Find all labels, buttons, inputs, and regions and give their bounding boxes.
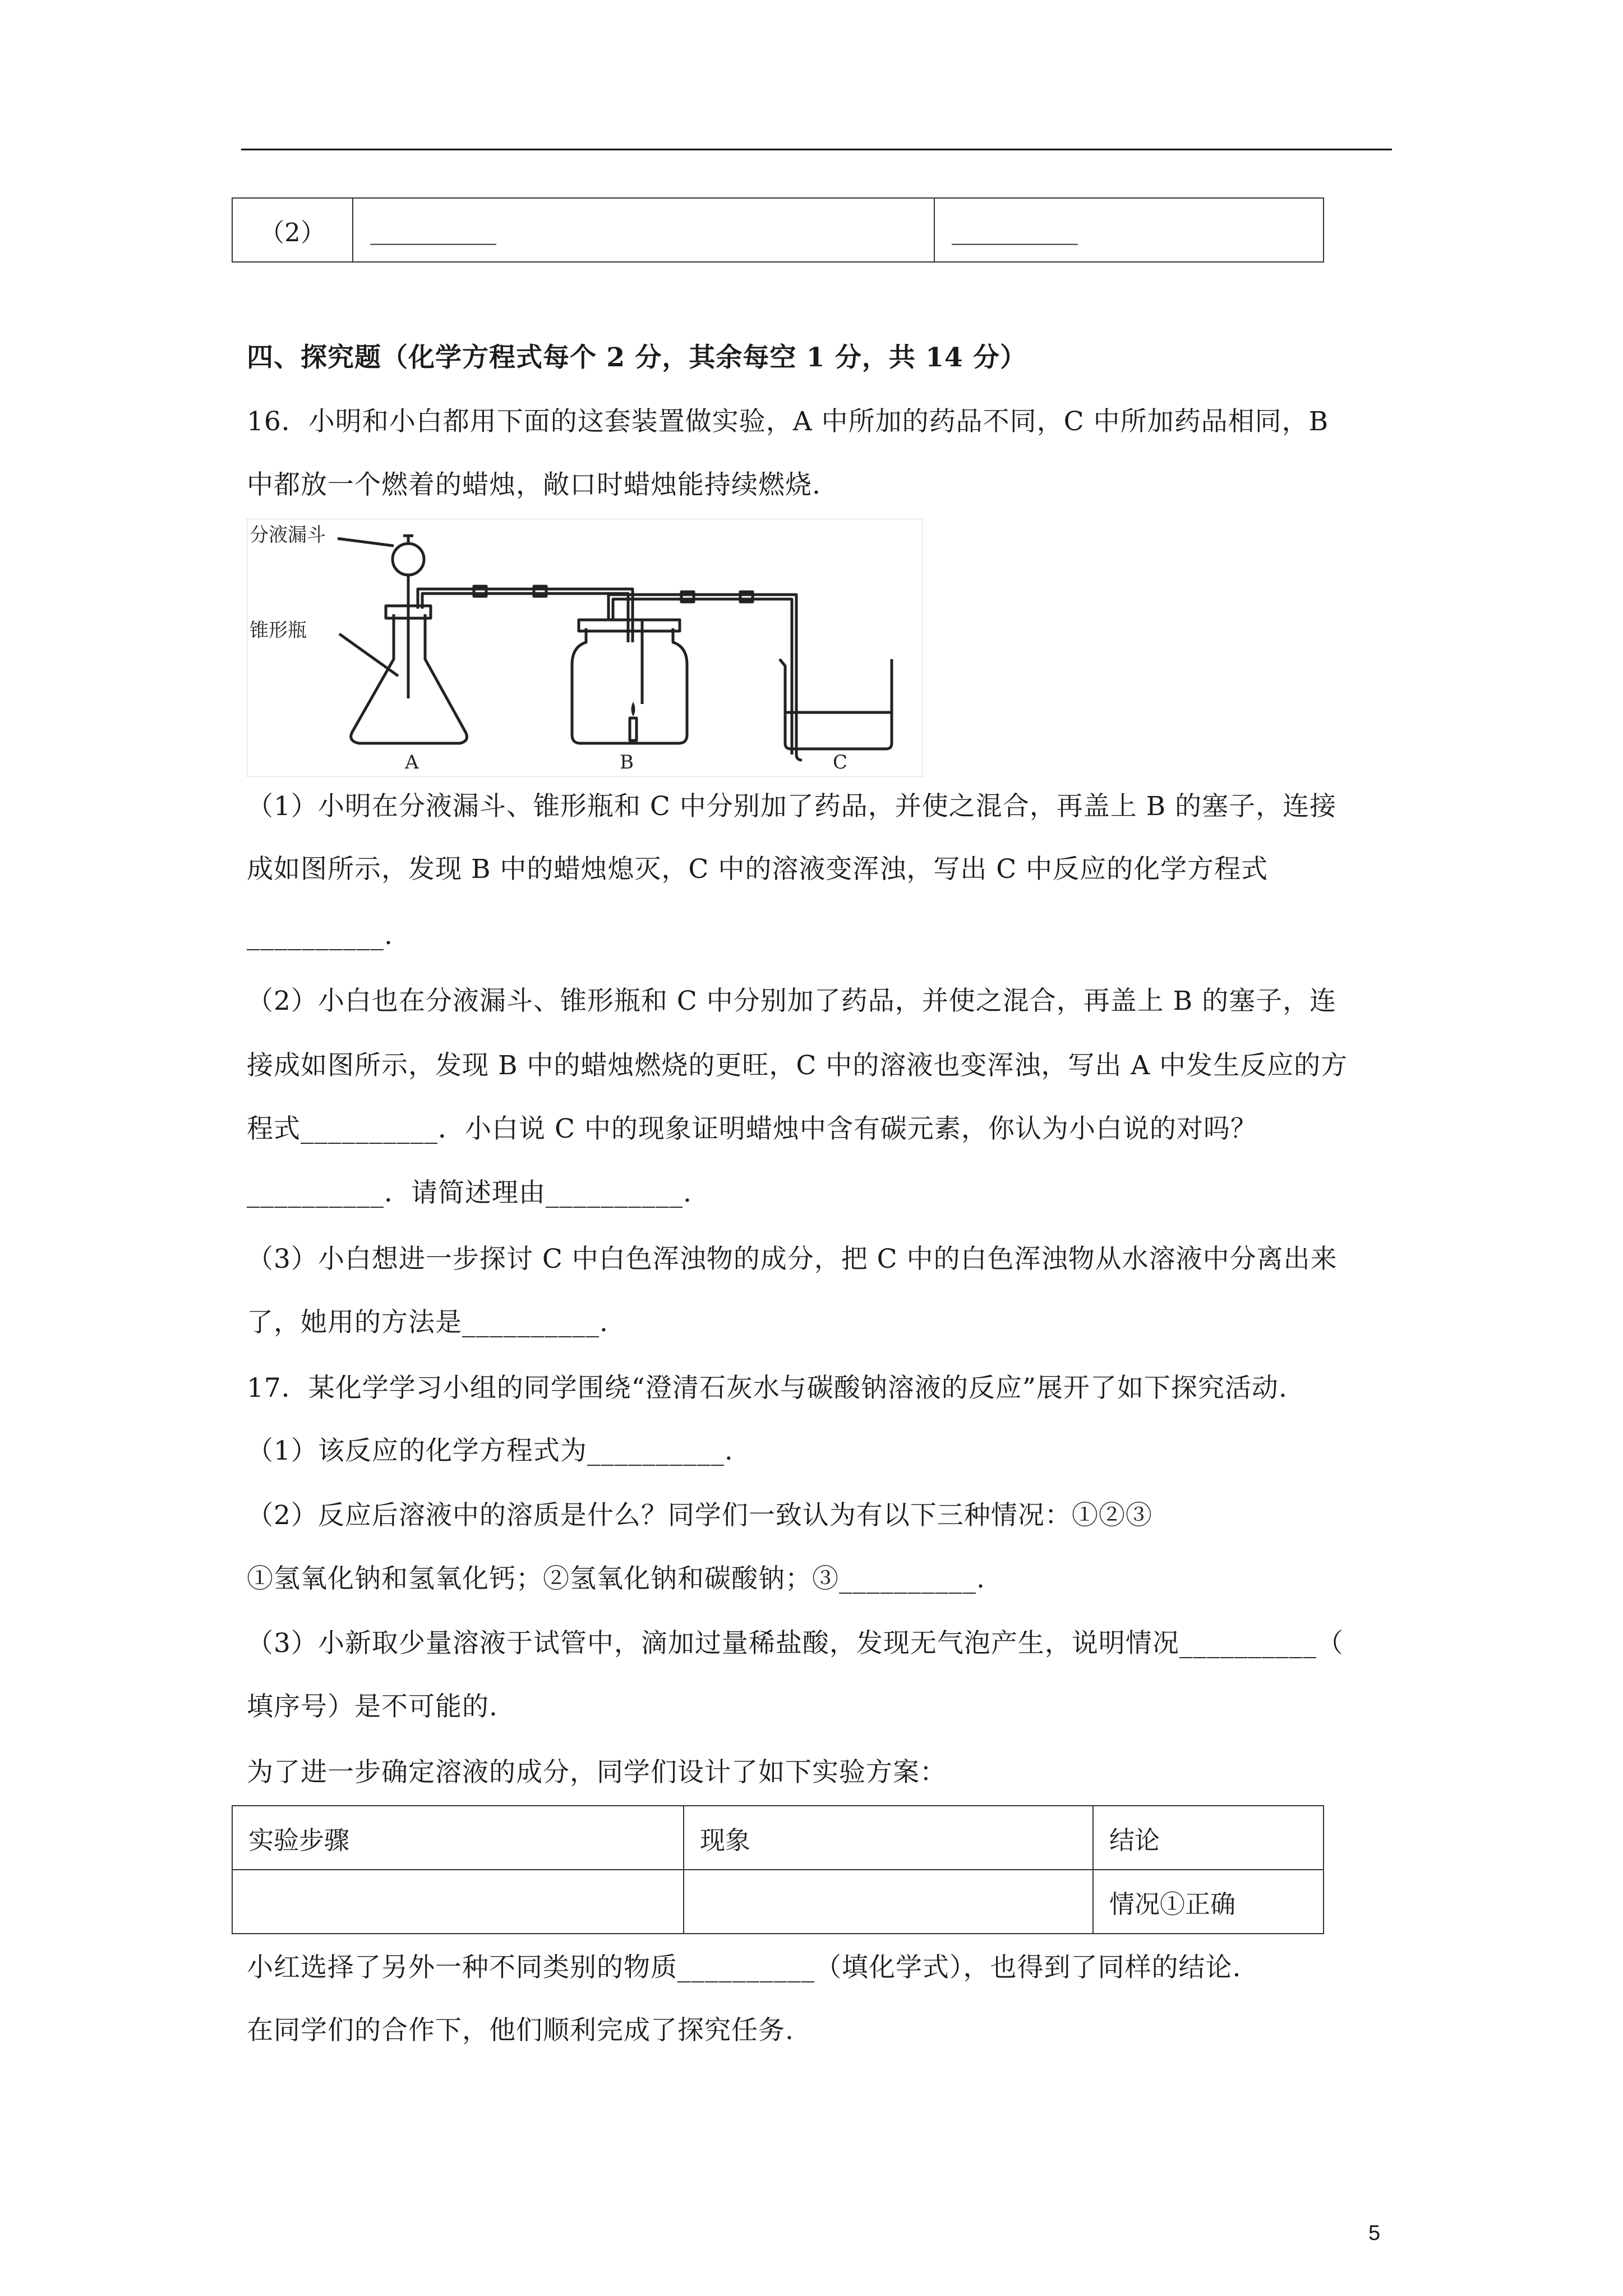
top-table-row-label: （2） (232, 198, 353, 262)
header-conclusion: 结论 (1093, 1806, 1324, 1870)
q17-after1: 小红选择了另外一种不同类别的物质__________（填化学式），也得到了同样的结论. (247, 1952, 1242, 1983)
q17-after2: 在同学们的合作下，他们顺利完成了探究任务. (247, 2015, 794, 2046)
q16-p1-line2: 成如图所示，发现 B 中的蜡烛熄灭，C 中的溶液变浑浊，写出 C 中反应的化学方程式 (247, 854, 1269, 885)
top-table-cell-2: __________ (934, 198, 1324, 262)
label-b: B (620, 751, 634, 774)
q16-p2-line3: 程式__________．小白说 C 中的现象证明蜡烛中含有碳元素，你认为小白说的对吗？ (247, 1114, 1257, 1144)
q16-p2-line4: __________．请简述理由__________. (247, 1177, 692, 1208)
q16-line1: 16．小明和小白都用下面的这套装置做实验，A 中所加的药品不同，C 中所加药品相同，B (247, 406, 1329, 437)
label-funnel: 分液漏斗 (250, 524, 326, 546)
label-c: C (833, 751, 848, 774)
header-steps: 实验步骤 (232, 1806, 684, 1870)
top-table-cell-1: __________ (353, 198, 934, 262)
q17-p2-line1: （2）反应后溶液中的溶质是什么？同学们一致认为有以下三种情况：①②③ (247, 1500, 1152, 1531)
q17-p1: （1）该反应的化学方程式为__________. (247, 1435, 734, 1466)
q16-p3-line2: 了，她用的方法是__________. (247, 1307, 608, 1338)
experiment-table (232, 1805, 1324, 1934)
q16-p2-line2: 接成如图所示，发现 B 中的蜡烛燃烧的更旺，C 中的溶液也变浑浊，写出 A 中发生反应的方 (247, 1050, 1348, 1081)
q16-p1-line3: __________. (247, 920, 393, 951)
top-table (232, 197, 1324, 263)
cell-conclusion: 情况①正确 (1093, 1870, 1324, 1934)
q16-p2-line1: （2）小白也在分液漏斗、锥形瓶和 C 中分别加了药品，并使之混合，再盖上 B 的塞子，连 (247, 986, 1337, 1016)
q16-p1-line1: （1）小明在分液漏斗、锥形瓶和 C 中分别加了药品，并使之混合，再盖上 B 的塞子，连接 (247, 791, 1337, 822)
q17-line1: 17．某化学学习小组的同学围绕“澄清石灰水与碳酸钠溶液的反应”展开了如下探究活动. (247, 1373, 1288, 1404)
page-number: 5 (1368, 2221, 1381, 2245)
q17-p2-line2: ①氢氧化钠和氢氧化钙；②氢氧化钠和碳酸钠；③__________. (247, 1563, 985, 1594)
section-title: 四、探究题（化学方程式每个 2 分，其余每空 1 分，共 14 分） (247, 342, 1027, 373)
cell-phenomenon (684, 1870, 1093, 1934)
cell-steps (232, 1870, 684, 1934)
q17-p3-line1: （3）小新取少量溶液于试管中，滴加过量稀盐酸，发现无气泡产生，说明情况__________（ (247, 1628, 1344, 1659)
q17-p3-line2: 填序号）是不可能的. (247, 1691, 498, 1722)
q16-line2: 中都放一个燃着的蜡烛，敞口时蜡烛能持续燃烧. (247, 470, 821, 500)
label-a: A (405, 751, 419, 774)
header-phenomenon: 现象 (684, 1806, 1093, 1870)
header-rule (241, 149, 1392, 150)
q16-p3-line1: （3）小白想进一步探讨 C 中白色浑浊物的成分，把 C 中的白色浑浊物从水溶液中分离出来 (247, 1244, 1338, 1274)
apparatus-figure (247, 519, 923, 777)
label-flask: 锥形瓶 (250, 619, 307, 642)
q17-plan-intro: 为了进一步确定溶液的成分，同学们设计了如下实验方案： (247, 1757, 947, 1788)
